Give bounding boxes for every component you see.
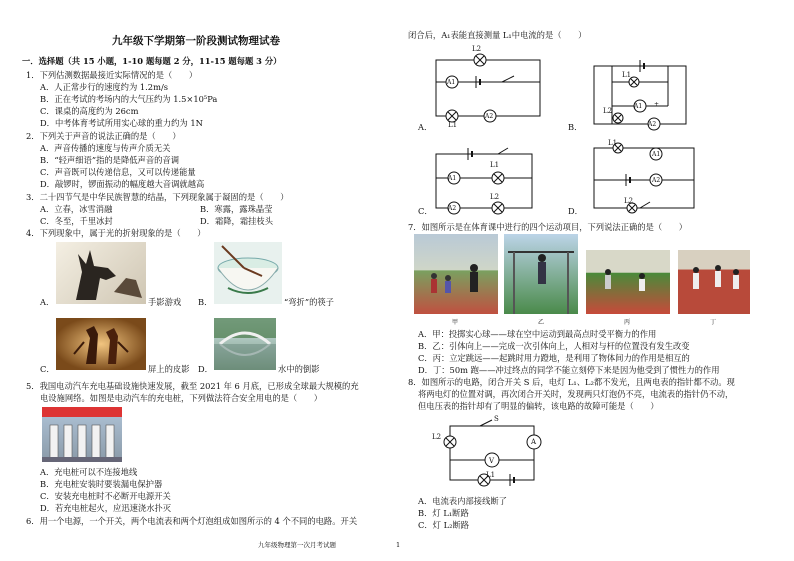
q3-option-b: B．寒露，露珠晶莹: [200, 204, 273, 214]
q8-label-s: S: [494, 415, 499, 423]
q1-option-b: B．正在考试的考场内的大气压约为 1.5×10⁵Pa: [40, 94, 218, 104]
q6-option-a: A．: [418, 122, 433, 132]
q2-option-b: B．“轻声细语”指的是降低声音的音调: [40, 155, 180, 165]
q7-option-b: B．乙：引体向上——完成一次引体向上，人相对与杆的位置没有发生改变: [418, 341, 690, 351]
circuit-d-a2: A2: [652, 177, 661, 184]
student-throwing-icon: [414, 234, 498, 314]
q5-option-a: A．充电桩可以不连接地线: [40, 467, 138, 477]
circuit-c-diagram: [428, 148, 540, 214]
circuit-c-a2: A2: [448, 205, 457, 212]
q1-option-c: C．课桌的高度约为 26cm: [40, 106, 139, 116]
student-pullup-icon: [504, 234, 578, 314]
q4-option-b: B．: [198, 297, 213, 307]
q8-stem-line1: 8．如图所示的电路，闭合开关 S 后，电灯 L₁、L₂都不发光，且两电表的指针都不动。现: [408, 377, 735, 387]
q3-option-a: A．立春，冰雪消融: [40, 204, 113, 214]
paper-title: 九年级下学期第一阶段测试物理试卷: [112, 35, 280, 47]
q6-option-b: B．: [568, 122, 583, 132]
circuit-a-l2: L2: [472, 45, 482, 53]
circuit-b-l2: L2: [603, 107, 613, 115]
q7-stem: 7．如图所示是在体育课中进行的四个运动项目，下列说法正确的是（ ）: [408, 222, 688, 232]
q4-option-d: D．: [198, 364, 213, 374]
circuit-a-a2: A2: [485, 113, 494, 120]
bent-chopsticks-photo: [214, 242, 282, 304]
shadow-puppet-photo: [56, 318, 146, 370]
students-running-icon: [678, 250, 750, 314]
q8-option-c: C．灯 L₂断路: [418, 520, 470, 530]
q1-option-d: D．中考体育考试所用实心球的重力约为 1N: [40, 118, 203, 128]
water-reflection-photo: [214, 318, 276, 370]
circuit-b-l1: L1: [622, 71, 632, 79]
hand-shadow-icon: [56, 242, 146, 304]
circuit-c-l2: L2: [490, 193, 500, 201]
q1-option-a: A．人正常步行的速度约为 1.2m/s: [40, 82, 169, 92]
circuit-b-diagram: [590, 60, 690, 130]
q8-label-l2: L2: [432, 433, 442, 441]
q4-caption-d: 水中的倒影: [278, 364, 320, 374]
circuit-b-a2: A2: [648, 121, 657, 128]
puppet-icon: [56, 318, 146, 370]
circuit-b-plus: +: [654, 101, 660, 108]
photo-label-jia: 甲: [452, 319, 459, 326]
q4-caption-b: “弯折”的筷子: [284, 297, 334, 307]
q4-stem: 4．下列现象中，属于光的折射现象的是（ ）: [26, 228, 206, 238]
sprint-photo: [678, 250, 750, 314]
photo-label-ding: 丁: [710, 319, 717, 326]
q6-stem-line1: 6．用一个电源，一个开关，两个电流表和两个灯泡组成如图所示的 4 个不同的电路。开关: [26, 516, 358, 526]
student-jumping-icon: [586, 250, 670, 314]
circuit-d-l1: L1: [608, 139, 618, 147]
bowl-chopsticks-icon: [214, 242, 282, 304]
circuit-c-l1: L1: [490, 161, 500, 169]
q8-stem-line3: 但电压表的指针却有了明显的偏转，该电路的故障可能是（ ）: [418, 401, 659, 411]
q5-option-d: D．若充电桩起火，应迅速浇水扑灭: [40, 503, 172, 513]
page-number: 1: [396, 541, 401, 549]
charging-pile-photo: [42, 407, 122, 462]
circuit-d-diagram: [590, 138, 700, 216]
q8-label-v: V: [489, 457, 495, 465]
q7-option-c: C．丙：立定跳远——起跳时用力蹬地，是利用了物体间力的作用是相互的: [418, 353, 690, 363]
shot-put-photo: [414, 234, 498, 314]
q4-caption-a: 手影游戏: [148, 297, 182, 307]
q2-stem: 2．下列关于声音的说法正确的是（ ）: [26, 131, 181, 141]
circuit-a-a1: A1: [447, 79, 456, 86]
q5-option-b: B．充电桩安装时要装漏电保护器: [40, 479, 163, 489]
q5-stem-line2: 电设施网络。如图是电动汽车的充电桩，下列做法符合安全用电的是（ ）: [40, 393, 323, 403]
circuit-d-a1: A1: [652, 151, 661, 158]
q4-option-a: A．: [40, 297, 55, 307]
section-heading: 一．选择题（共 15 小题，1-10 题每题 2 分，11-15 题每题 3 分）: [22, 56, 282, 66]
q6-option-d: D．: [568, 206, 583, 216]
arch-bridge-icon: [214, 318, 276, 370]
q8-label-l1: L1: [486, 471, 496, 479]
q2-option-c: C．声音既可以传递信息，又可以传递能量: [40, 167, 196, 177]
photo-label-bing: 丙: [624, 319, 631, 326]
q3-stem: 3．二十四节气是中华民族智慧的结晶，下列现象属于凝固的是（ ）: [26, 192, 289, 202]
q3-option-d: D．霜降，霜挂枝头: [200, 216, 274, 226]
q1-stem: 1．下列估测数据最接近实际情况的是（ ）: [26, 70, 198, 80]
q8-stem-line2: 将两电灯的位置对调，再次闭合开关时，发现两只灯泡仍不亮，电流表的指针仍不动，: [418, 389, 734, 399]
q2-option-d: D．敲锣时，锣面振动的幅度越大音调就越高: [40, 179, 205, 189]
standing-jump-photo: [586, 250, 670, 314]
circuit-a-l1: L1: [448, 121, 458, 129]
q7-option-a: A．甲：投掷实心球——球在空中运动到最高点时受平衡力的作用: [418, 329, 657, 339]
q4-caption-c: 屏上的皮影: [148, 364, 190, 374]
q8-option-a: A．电流表内部接线断了: [418, 496, 507, 506]
q6-option-c: C．: [418, 206, 433, 216]
q7-option-d: D．丁：50m 跑——冲过终点的同学不能立刻停下来是因为他受到了惯性力的作用: [418, 365, 720, 375]
q6-stem-line2: 闭合后，A₁表能直接测量 L₁中电流的是（ ）: [408, 30, 587, 40]
charging-pile-icon: [42, 407, 122, 462]
q3-option-c: C．冬至，千里冰封: [40, 216, 113, 226]
circuit-d-l2: L2: [624, 197, 634, 205]
pull-up-photo: [504, 234, 578, 314]
hand-shadow-photo: [56, 242, 146, 304]
q5-stem-line1: 5．我国电动汽车充电基础设施快速发展，截至 2021 年 6 月底，已形成全球最大规模的充: [26, 381, 359, 391]
footer-text: 九年级物理第一次月考试题: [258, 541, 336, 549]
q8-label-a: A: [531, 438, 537, 446]
q4-option-c: C．: [40, 364, 55, 374]
q5-option-c: C．安装充电桩时不必断开电源开关: [40, 491, 171, 501]
photo-label-yi: 乙: [538, 319, 545, 326]
q2-option-a: A．声音传播的速度与传声介质无关: [40, 143, 171, 153]
circuit-c-a1: A1: [448, 175, 457, 182]
circuit-b-a1: A1: [634, 103, 643, 110]
q8-option-b: B．灯 L₁断路: [418, 508, 469, 518]
